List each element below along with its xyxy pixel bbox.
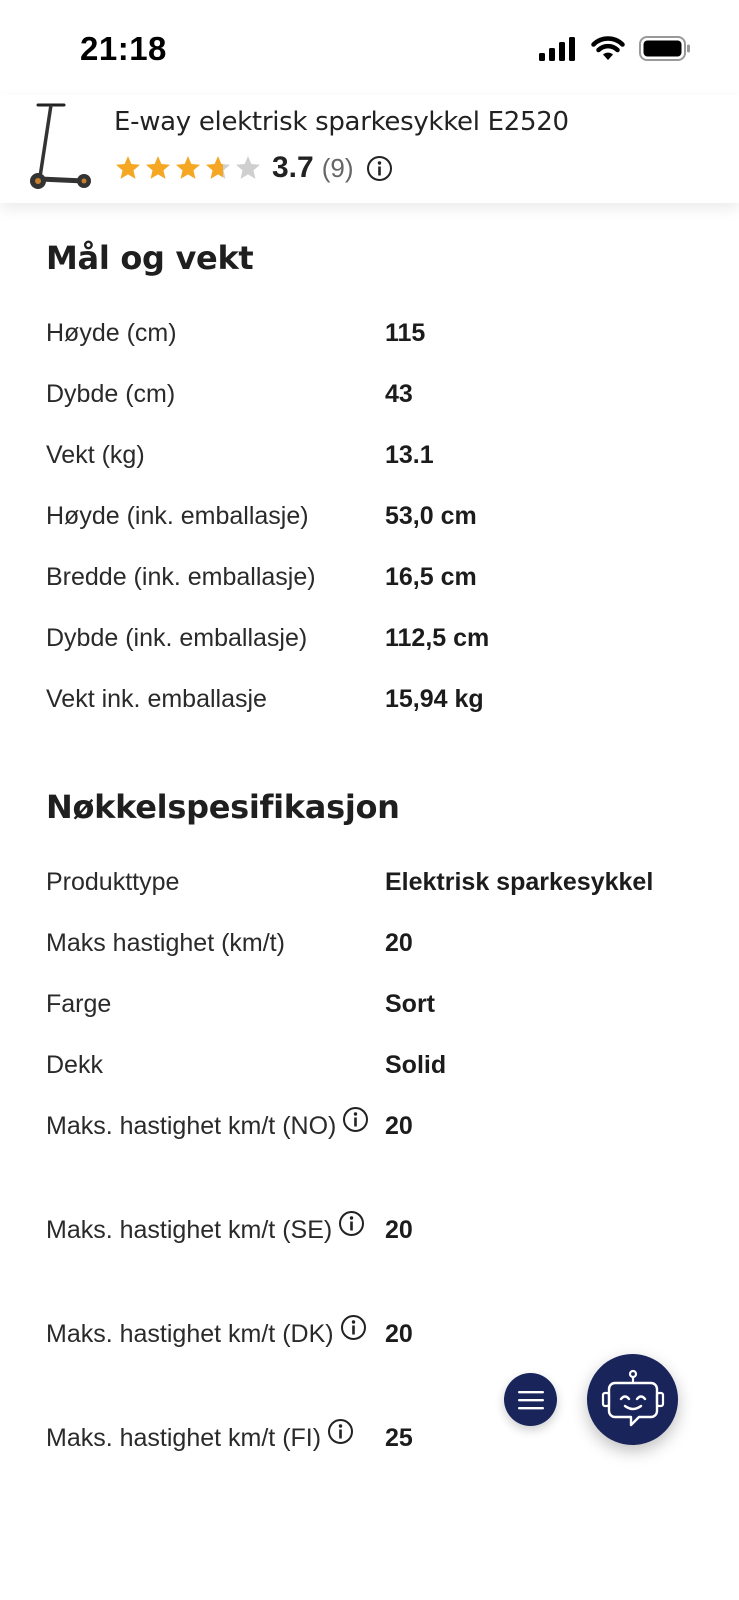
spec-label-text: Produkttype — [46, 868, 180, 896]
star-rating — [114, 154, 262, 182]
menu-button[interactable] — [504, 1373, 557, 1426]
chatbot-button[interactable] — [587, 1354, 678, 1445]
spec-value: 25 — [385, 1424, 413, 1452]
spec-table — [0, 311, 739, 738]
spec-label — [46, 1104, 385, 1150]
spec-value: 16,5 cm — [385, 563, 477, 591]
chatbot-icon — [601, 1369, 665, 1431]
status-bar — [0, 0, 739, 95]
star-icon — [204, 154, 232, 182]
signal-icon — [539, 37, 577, 61]
spec-label — [46, 372, 385, 417]
spec-label — [46, 433, 385, 478]
spec-row — [0, 433, 739, 494]
status-icons — [539, 36, 691, 61]
star-icon — [174, 154, 202, 182]
spec-label — [46, 1043, 385, 1088]
wifi-icon — [591, 36, 625, 61]
spec-value: Elektrisk sparkesykkel — [385, 868, 654, 896]
spec-content — [0, 203, 739, 1520]
spec-label-text: Dekk — [46, 1051, 103, 1079]
spec-value: Sort — [385, 990, 435, 1018]
spec-row — [0, 555, 739, 616]
status-time: 21:18 — [80, 30, 167, 67]
spec-row — [0, 372, 739, 433]
spec-label — [46, 1416, 385, 1462]
spec-label — [46, 982, 385, 1027]
spec-label — [46, 616, 385, 661]
spec-label-text: Maks. hastighet km/t (SE) — [46, 1216, 333, 1244]
info-icon[interactable] — [342, 1103, 369, 1148]
spec-row — [0, 494, 739, 555]
star-icon — [234, 154, 262, 182]
info-icon[interactable] — [338, 1207, 365, 1252]
spec-label-text: Dybde (cm) — [46, 380, 176, 408]
spec-label — [46, 921, 385, 966]
product-header — [0, 95, 739, 203]
spec-label-text: Høyde (cm) — [46, 319, 177, 347]
spec-value: 43 — [385, 380, 413, 408]
spec-row — [0, 677, 739, 738]
spec-value: Solid — [385, 1051, 447, 1079]
spec-value: 53,0 cm — [385, 502, 477, 530]
section-title: Mål og vekt — [46, 239, 254, 277]
star-icon — [114, 154, 142, 182]
section-title: Nøkkelspesifikasjon — [46, 788, 400, 826]
info-icon[interactable] — [366, 155, 393, 182]
spec-label-text: Maks. hastighet km/t (NO) — [46, 1112, 337, 1140]
spec-section — [0, 239, 739, 738]
spec-row — [0, 311, 739, 372]
spec-label — [46, 311, 385, 356]
spec-value: 115 — [385, 319, 426, 347]
battery-icon — [639, 36, 691, 61]
spec-label-text: Maks hastighet (km/t) — [46, 929, 285, 957]
spec-value: 20 — [385, 1320, 413, 1348]
spec-label-text: Vekt (kg) — [46, 441, 145, 469]
spec-row — [0, 1043, 739, 1104]
spec-label-text: Farge — [46, 990, 112, 1018]
spec-row — [0, 616, 739, 677]
rating-row[interactable] — [114, 151, 393, 185]
spec-label-text: Høyde (ink. emballasje) — [46, 502, 309, 530]
spec-row — [0, 921, 739, 982]
spec-label — [46, 677, 385, 722]
product-image[interactable] — [24, 101, 94, 193]
info-icon[interactable] — [327, 1415, 354, 1460]
star-icon — [144, 154, 172, 182]
spec-label-text: Dybde (ink. emballasje) — [46, 624, 308, 652]
spec-row — [0, 1104, 739, 1208]
spec-label — [46, 555, 385, 600]
spec-value: 20 — [385, 1112, 413, 1140]
spec-label — [46, 494, 385, 539]
spec-value: 13.1 — [385, 441, 434, 469]
spec-label-text: Maks. hastighet km/t (FI) — [46, 1424, 322, 1452]
spec-value: 112,5 cm — [385, 624, 490, 652]
spec-label-text: Maks. hastighet km/t (DK) — [46, 1320, 334, 1348]
spec-label-text: Bredde (ink. emballasje) — [46, 563, 316, 591]
product-title: E-way elektrisk sparkesykkel E2520 — [114, 107, 569, 137]
rating-score: 3.7 — [272, 151, 314, 184]
menu-icon — [518, 1389, 544, 1411]
spec-row — [0, 982, 739, 1043]
spec-value: 20 — [385, 929, 413, 957]
spec-row — [0, 860, 739, 921]
spec-label — [46, 1208, 385, 1254]
spec-label — [46, 860, 385, 905]
spec-value: 15,94 kg — [385, 685, 484, 713]
info-icon[interactable] — [340, 1311, 367, 1356]
review-count[interactable]: (9) — [321, 152, 354, 183]
spec-row — [0, 1208, 739, 1312]
spec-label — [46, 1312, 385, 1358]
spec-value: 20 — [385, 1216, 413, 1244]
spec-label-text: Vekt ink. emballasje — [46, 685, 267, 713]
